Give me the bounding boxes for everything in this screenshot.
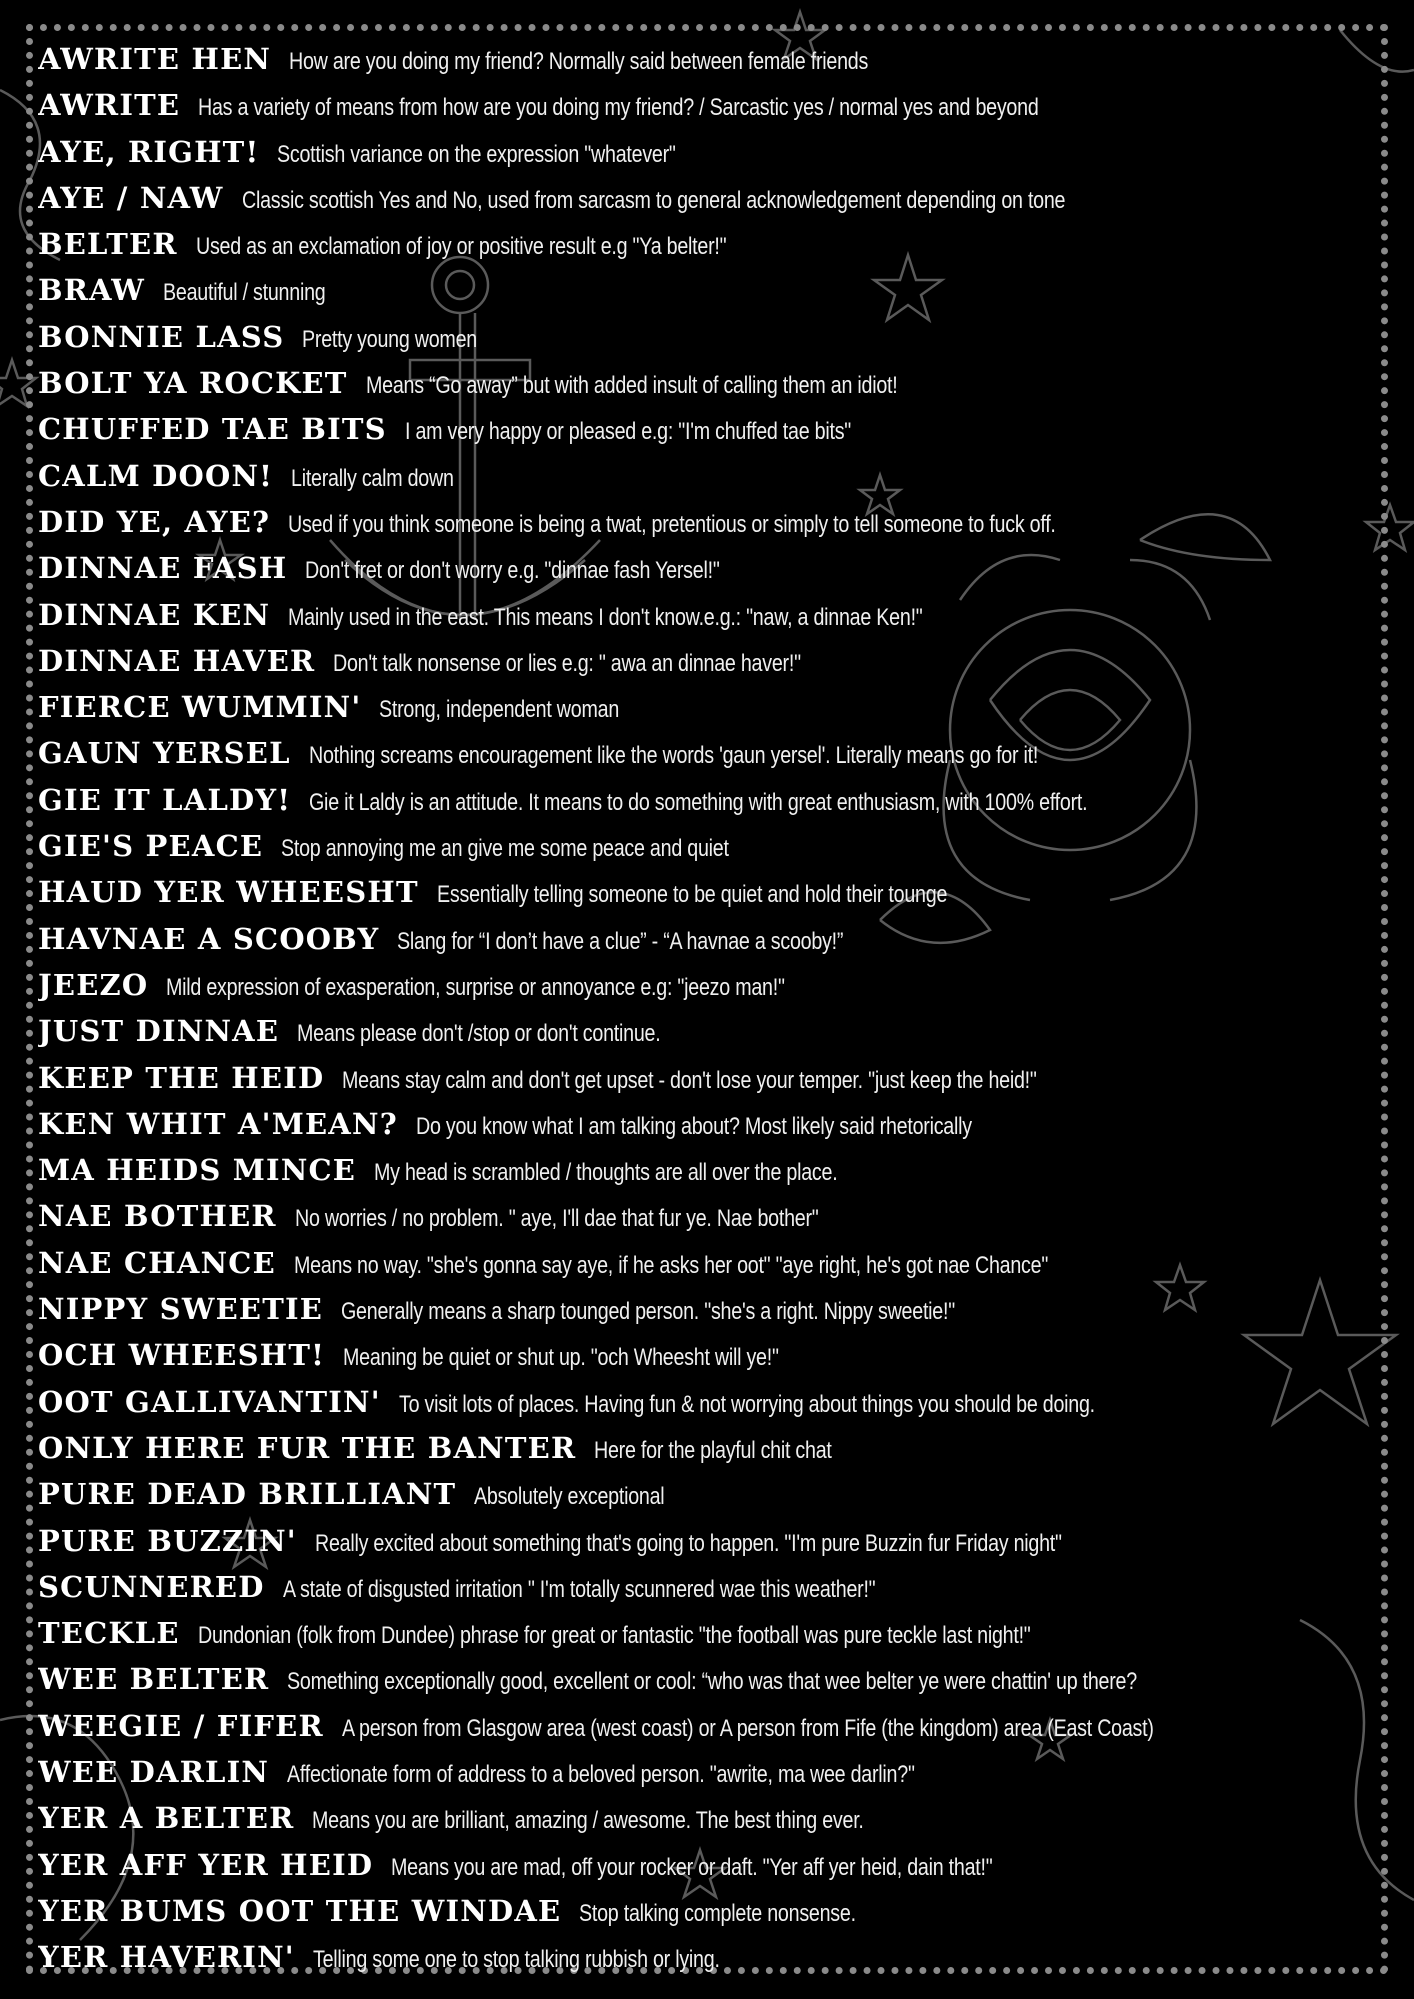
list-item: [38, 1749, 1384, 1795]
list-item: [38, 1379, 1384, 1425]
definition: Means you are brilliant, amazing / awesome. The best thing ever.: [312, 1807, 865, 1835]
term: DINNAE FASH: [38, 551, 288, 586]
term: HAVNAE A SCOOBY: [38, 921, 380, 956]
term: OCH WHEESHT!: [38, 1338, 326, 1373]
term: ONLY HERE FUR THE BANTER: [38, 1430, 577, 1465]
term: CHUFFED TAE BITS: [38, 412, 387, 447]
list-item: [38, 1425, 1384, 1471]
list-item: [38, 592, 1384, 638]
definition: Essentially telling someone to be quiet and hold their tounge: [436, 881, 947, 909]
term: KEN WHIT A'MEAN?: [38, 1106, 398, 1141]
definition: No worries / no problem. " aye, I'll dae that fur ye. Nae bother": [294, 1205, 819, 1233]
definition: Used if you think someone is being a twat, pretentious or simply to tell someone to fuck off.: [288, 510, 1056, 538]
list-item: [38, 638, 1384, 684]
list-item: [38, 360, 1384, 406]
list-item: [38, 869, 1384, 915]
term: NAE BOTHER: [38, 1199, 277, 1234]
list-item: [38, 267, 1384, 313]
list-item: [38, 916, 1384, 962]
definition: Slang for “I don’t have a clue” - “A havnae a scooby!”: [397, 927, 844, 955]
definition: Scottish variance on the expression "whatever": [277, 140, 677, 168]
definition: Something exceptionally good, excellent or cool: “who was that wee belter ye were chattin' up there?: [287, 1668, 1138, 1696]
list-item: [38, 1286, 1384, 1332]
term: PURE DEAD BRILLIANT: [38, 1477, 457, 1512]
definition: My head is scrambled / thoughts are all over the place.: [374, 1159, 838, 1187]
term: WEEGIE / FIFER: [38, 1708, 324, 1743]
term: NIPPY SWEETIE: [38, 1292, 324, 1327]
list-item: [38, 1518, 1384, 1564]
list-item: [38, 453, 1384, 499]
list-item: [38, 730, 1384, 776]
list-item: [38, 777, 1384, 823]
definition: Telling some one to stop talking rubbish or lying.: [312, 1946, 720, 1974]
definition: Generally means a sharp tounged person. "she's a right. Nippy sweetie!": [341, 1298, 956, 1326]
list-item: [38, 1656, 1384, 1702]
definition: Meaning be quiet or shut up. "och Wheesht will ye!": [343, 1344, 779, 1372]
term: GIE IT LALDY!: [38, 782, 292, 817]
term: YER AFF YER HEID: [38, 1847, 374, 1882]
definition: I am very happy or pleased e.g: "I'm chuffed tae bits": [404, 418, 851, 446]
definition: A state of disgusted irritation " I'm totally scunnered wae this weather!": [282, 1575, 876, 1603]
term: OOT GALLIVANTIN': [38, 1384, 381, 1419]
list-item: [38, 545, 1384, 591]
term: AWRITE: [38, 88, 181, 123]
list-item: [38, 175, 1384, 221]
list-item: [38, 823, 1384, 869]
list-item: [38, 684, 1384, 730]
term: KEEP THE HEID: [38, 1060, 325, 1095]
term: JUST DINNAE: [38, 1014, 280, 1049]
term: YER BUMS OOT THE WINDAE: [38, 1893, 562, 1928]
glossary-list: [38, 36, 1384, 1980]
list-item: [38, 406, 1384, 452]
definition: Do you know what I am talking about? Most likely said rhetorically: [415, 1112, 972, 1140]
definition: Means stay calm and don't get upset - don't lose your temper. "just keep the heid!": [342, 1066, 1037, 1094]
term: JEEZO: [38, 967, 149, 1002]
term: DID YE, AYE?: [38, 504, 271, 539]
term: BOLT YA ROCKET: [38, 366, 348, 401]
term: PURE BUZZIN': [38, 1523, 297, 1558]
list-item: [38, 1240, 1384, 1286]
definition: Means no way. "she's gonna say aye, if he asks her oot" "aye right, he's got nae Chance": [293, 1251, 1048, 1279]
definition: Stop talking complete nonsense.: [579, 1899, 857, 1927]
definition: How are you doing my friend? Normally said between female friends: [289, 48, 869, 75]
term: TECKLE: [38, 1616, 180, 1651]
definition: Used as an exclamation of joy or positive result e.g "Ya belter!": [195, 233, 726, 261]
definition: Absolutely exceptional: [474, 1483, 665, 1511]
term: YER A BELTER: [38, 1801, 295, 1836]
definition: Strong, independent woman: [379, 696, 620, 724]
term: AWRITE HEN: [38, 42, 272, 76]
definition: Don't talk nonsense or lies e.g: " awa an dinnae haver!": [333, 649, 802, 677]
list-item: [38, 1193, 1384, 1239]
list-item: [38, 1332, 1384, 1378]
term: MA HEIDS MINCE: [38, 1153, 357, 1188]
list-item: [38, 1888, 1384, 1934]
definition: Mainly used in the east. This means I don't know.e.g.: "naw, a dinnae Ken!": [288, 603, 923, 631]
definition: Classic scottish Yes and No, used from sarcasm to general acknowledgement depending on tone: [241, 186, 1065, 214]
definition: Literally calm down: [291, 464, 454, 492]
term: AYE, RIGHT!: [38, 134, 260, 169]
definition: To visit lots of places. Having fun & not worrying about things you should be doing.: [398, 1390, 1095, 1418]
term: BONNIE LASS: [38, 319, 285, 354]
list-item: [38, 221, 1384, 267]
list-item: [38, 1842, 1384, 1888]
definition: Stop annoying me an give me some peace and quiet: [281, 835, 729, 863]
definition: Here for the playful chit chat: [594, 1436, 832, 1464]
term: FIERCE WUMMIN': [38, 690, 362, 725]
term: GIE'S PEACE: [38, 829, 264, 864]
list-item: [38, 499, 1384, 545]
list-item: [38, 314, 1384, 360]
term: BELTER: [38, 227, 178, 262]
term: SCUNNERED: [38, 1569, 265, 1604]
list-item: [38, 129, 1384, 175]
term: DINNAE KEN: [38, 597, 271, 632]
list-item: [38, 1795, 1384, 1841]
list-item: [38, 1564, 1384, 1610]
term: DINNAE HAVER: [38, 643, 316, 678]
list-item: [38, 1008, 1384, 1054]
definition: Gie it Laldy is an attitude. It means to do something with great enthusiasm, with 100% effort.: [309, 788, 1088, 816]
list-item: [38, 36, 1384, 82]
list-item: [38, 1934, 1384, 1980]
definition: Affectionate form of address to a beloved person. "awrite, ma wee darlin?": [287, 1760, 915, 1788]
list-item: [38, 1055, 1384, 1101]
definition: Don't fret or don't worry e.g. "dinnae fash Yersel!": [305, 557, 720, 585]
term: YER HAVERIN': [38, 1940, 295, 1975]
term: BRAW: [38, 273, 146, 308]
definition: Mild expression of exasperation, surprise or annoyance e.g: "jeezo man!": [166, 973, 786, 1001]
term: GAUN YERSEL: [38, 736, 291, 771]
definition: Pretty young women: [302, 325, 478, 353]
definition: Nothing screams encouragement like the words 'gaun yersel'. Literally means go for it!: [308, 742, 1038, 770]
list-item: [38, 962, 1384, 1008]
list-item: [38, 1101, 1384, 1147]
list-item: [38, 1610, 1384, 1656]
term: WEE BELTER: [38, 1662, 270, 1697]
term: NAE CHANCE: [38, 1245, 276, 1280]
definition: Means please don't /stop or don't continue.: [297, 1020, 661, 1048]
list-item: [38, 82, 1384, 128]
definition: Dundonian (folk from Dundee) phrase for great or fantastic "the football was pure teckle last night!": [197, 1622, 1031, 1650]
list-item: [38, 1147, 1384, 1193]
term: AYE / NAW: [38, 180, 224, 215]
term: HAUD YER WHEESHT: [38, 875, 419, 910]
term: WEE DARLIN: [38, 1754, 270, 1789]
definition: Really excited about something that's going to happen. "I'm pure Buzzin fur Friday night": [314, 1529, 1062, 1557]
definition: Means you are mad, off your rocker or daft. "Yer aff yer heid, dain that!": [391, 1853, 993, 1881]
list-item: [38, 1703, 1384, 1749]
list-item: [38, 1471, 1384, 1517]
definition: Beautiful / stunning: [163, 279, 326, 307]
term: CALM DOON!: [38, 458, 274, 493]
definition: Means “Go away” but with added insult of calling them an idiot!: [365, 372, 898, 400]
definition: Has a variety of means from how are you doing my friend? / Sarcastic yes / normal yes and beyond: [198, 94, 1039, 122]
definition: A person from Glasgow area (west coast) or A person from Fife (the kingdom) area (East Coast): [341, 1714, 1154, 1742]
